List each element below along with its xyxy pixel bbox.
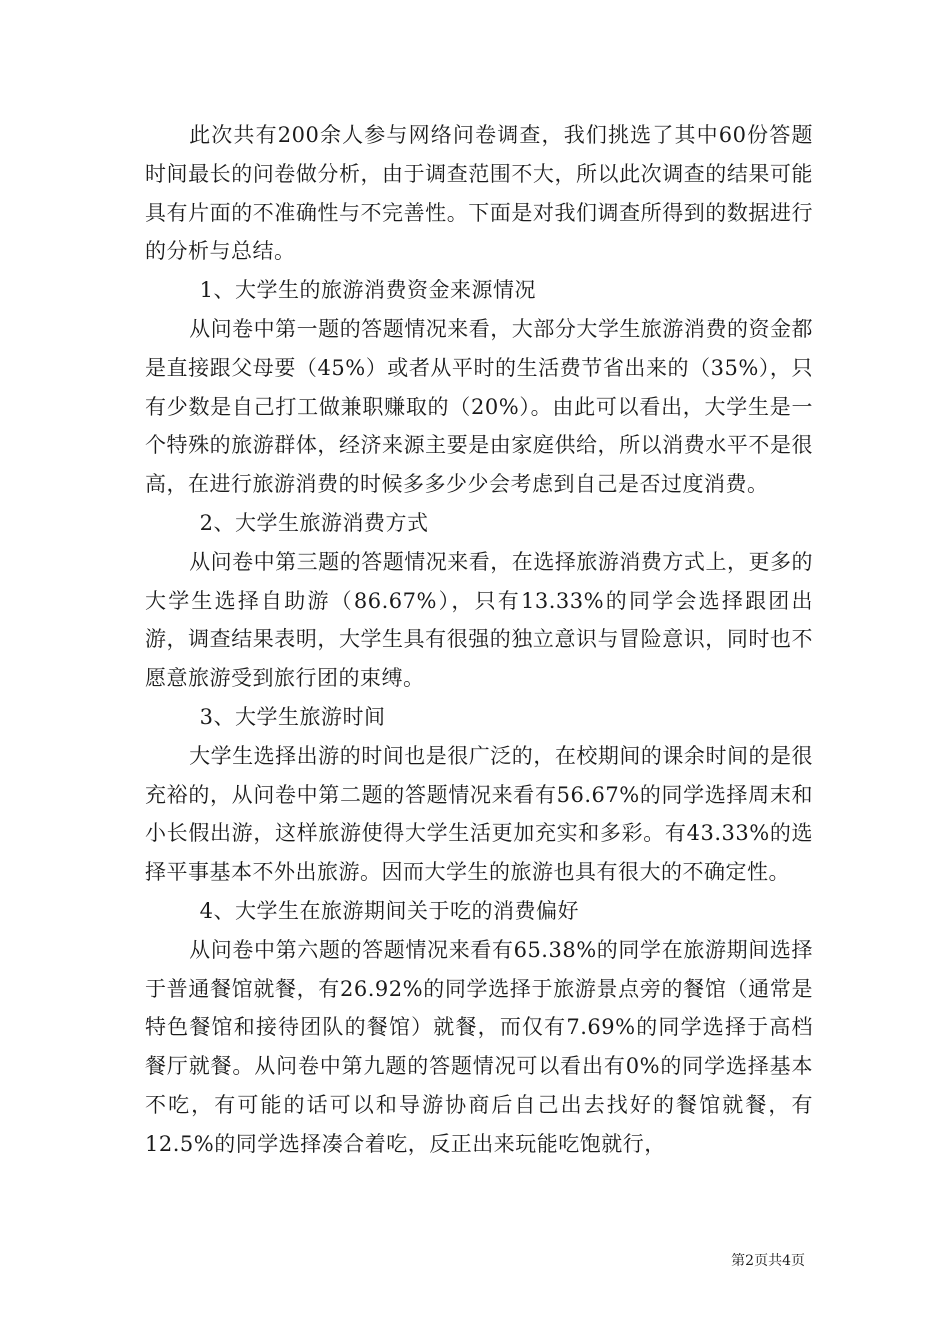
document-body <box>145 116 813 1164</box>
section-heading-travel-time: 3、大学生旅游时间 <box>199 704 386 729</box>
section-heading-funding-source: 1、大学生的旅游消费资金来源情况 <box>199 278 536 303</box>
travel-mode-paragraph: 从问卷中第三题的答题情况来看，在选择旅游消费方式上，更多的大学生选择自助游（86.67%），只有13.33%的同学会选择跟团出游，调查结果表明，大学生具有很强的独立意识与冒险意识，同时也不愿意旅游受到旅行团的束缚。 <box>145 549 813 691</box>
travel-time-paragraph: 大学生选择出游的时间也是很广泛的，在校期间的课余时间的是很充裕的，从问卷中第二题的答题情况来看有56.67%的同学选择周末和小长假出游，这样旅游使得大学生活更加充实和多彩。有43.33%的选择平事基本不外出旅游。因而大学生的旅游也具有很大的不确定性。 <box>145 743 813 885</box>
page-number-footer: 第2页共4页 <box>731 1253 805 1269</box>
section-heading-travel-mode: 2、大学生旅游消费方式 <box>199 510 429 535</box>
food-preference-paragraph: 从问卷中第六题的答题情况来看有65.38%的同学在旅游期间选择于普通餐馆就餐，有26.92%的同学选择于旅游景点旁的餐馆（通常是特色餐馆和接待团队的餐馆）就餐，而仅有7.69%的同学选择于高档餐厅就餐。从问卷中第九题的答题情况可以看出有0%的同学选择基本不吃，有可能的话可以和导游协商后自己出去找好的餐馆就餐，有12.5%的同学选择凑合着吃，反正出来玩能吃饱就行， <box>145 937 813 1156</box>
funding-source-paragraph: 从问卷中第一题的答题情况来看，大部分大学生旅游消费的资金都是直接跟父母要（45%）或者从平时的生活费节省出来的（35%），只有少数是自己打工做兼职赚取的（20%）。由此可以看出，大学生是一个特殊的旅游群体，经济来源主要是由家庭供给，所以消费水平不是很高，在进行旅游消费的时候多多少少会考虑到自己是否过度消费。 <box>145 316 813 497</box>
section-heading-food-preference: 4、大学生在旅游期间关于吃的消费偏好 <box>199 898 579 923</box>
intro-paragraph: 此次共有200余人参与网络问卷调查，我们挑选了其中60份答题时间最长的问卷做分析，由于调查范围不大，所以此次调查的结果可能具有片面的不准确性与不完善性。下面是对我们调查所得到的数据进行的分析与总结。 <box>145 123 813 264</box>
